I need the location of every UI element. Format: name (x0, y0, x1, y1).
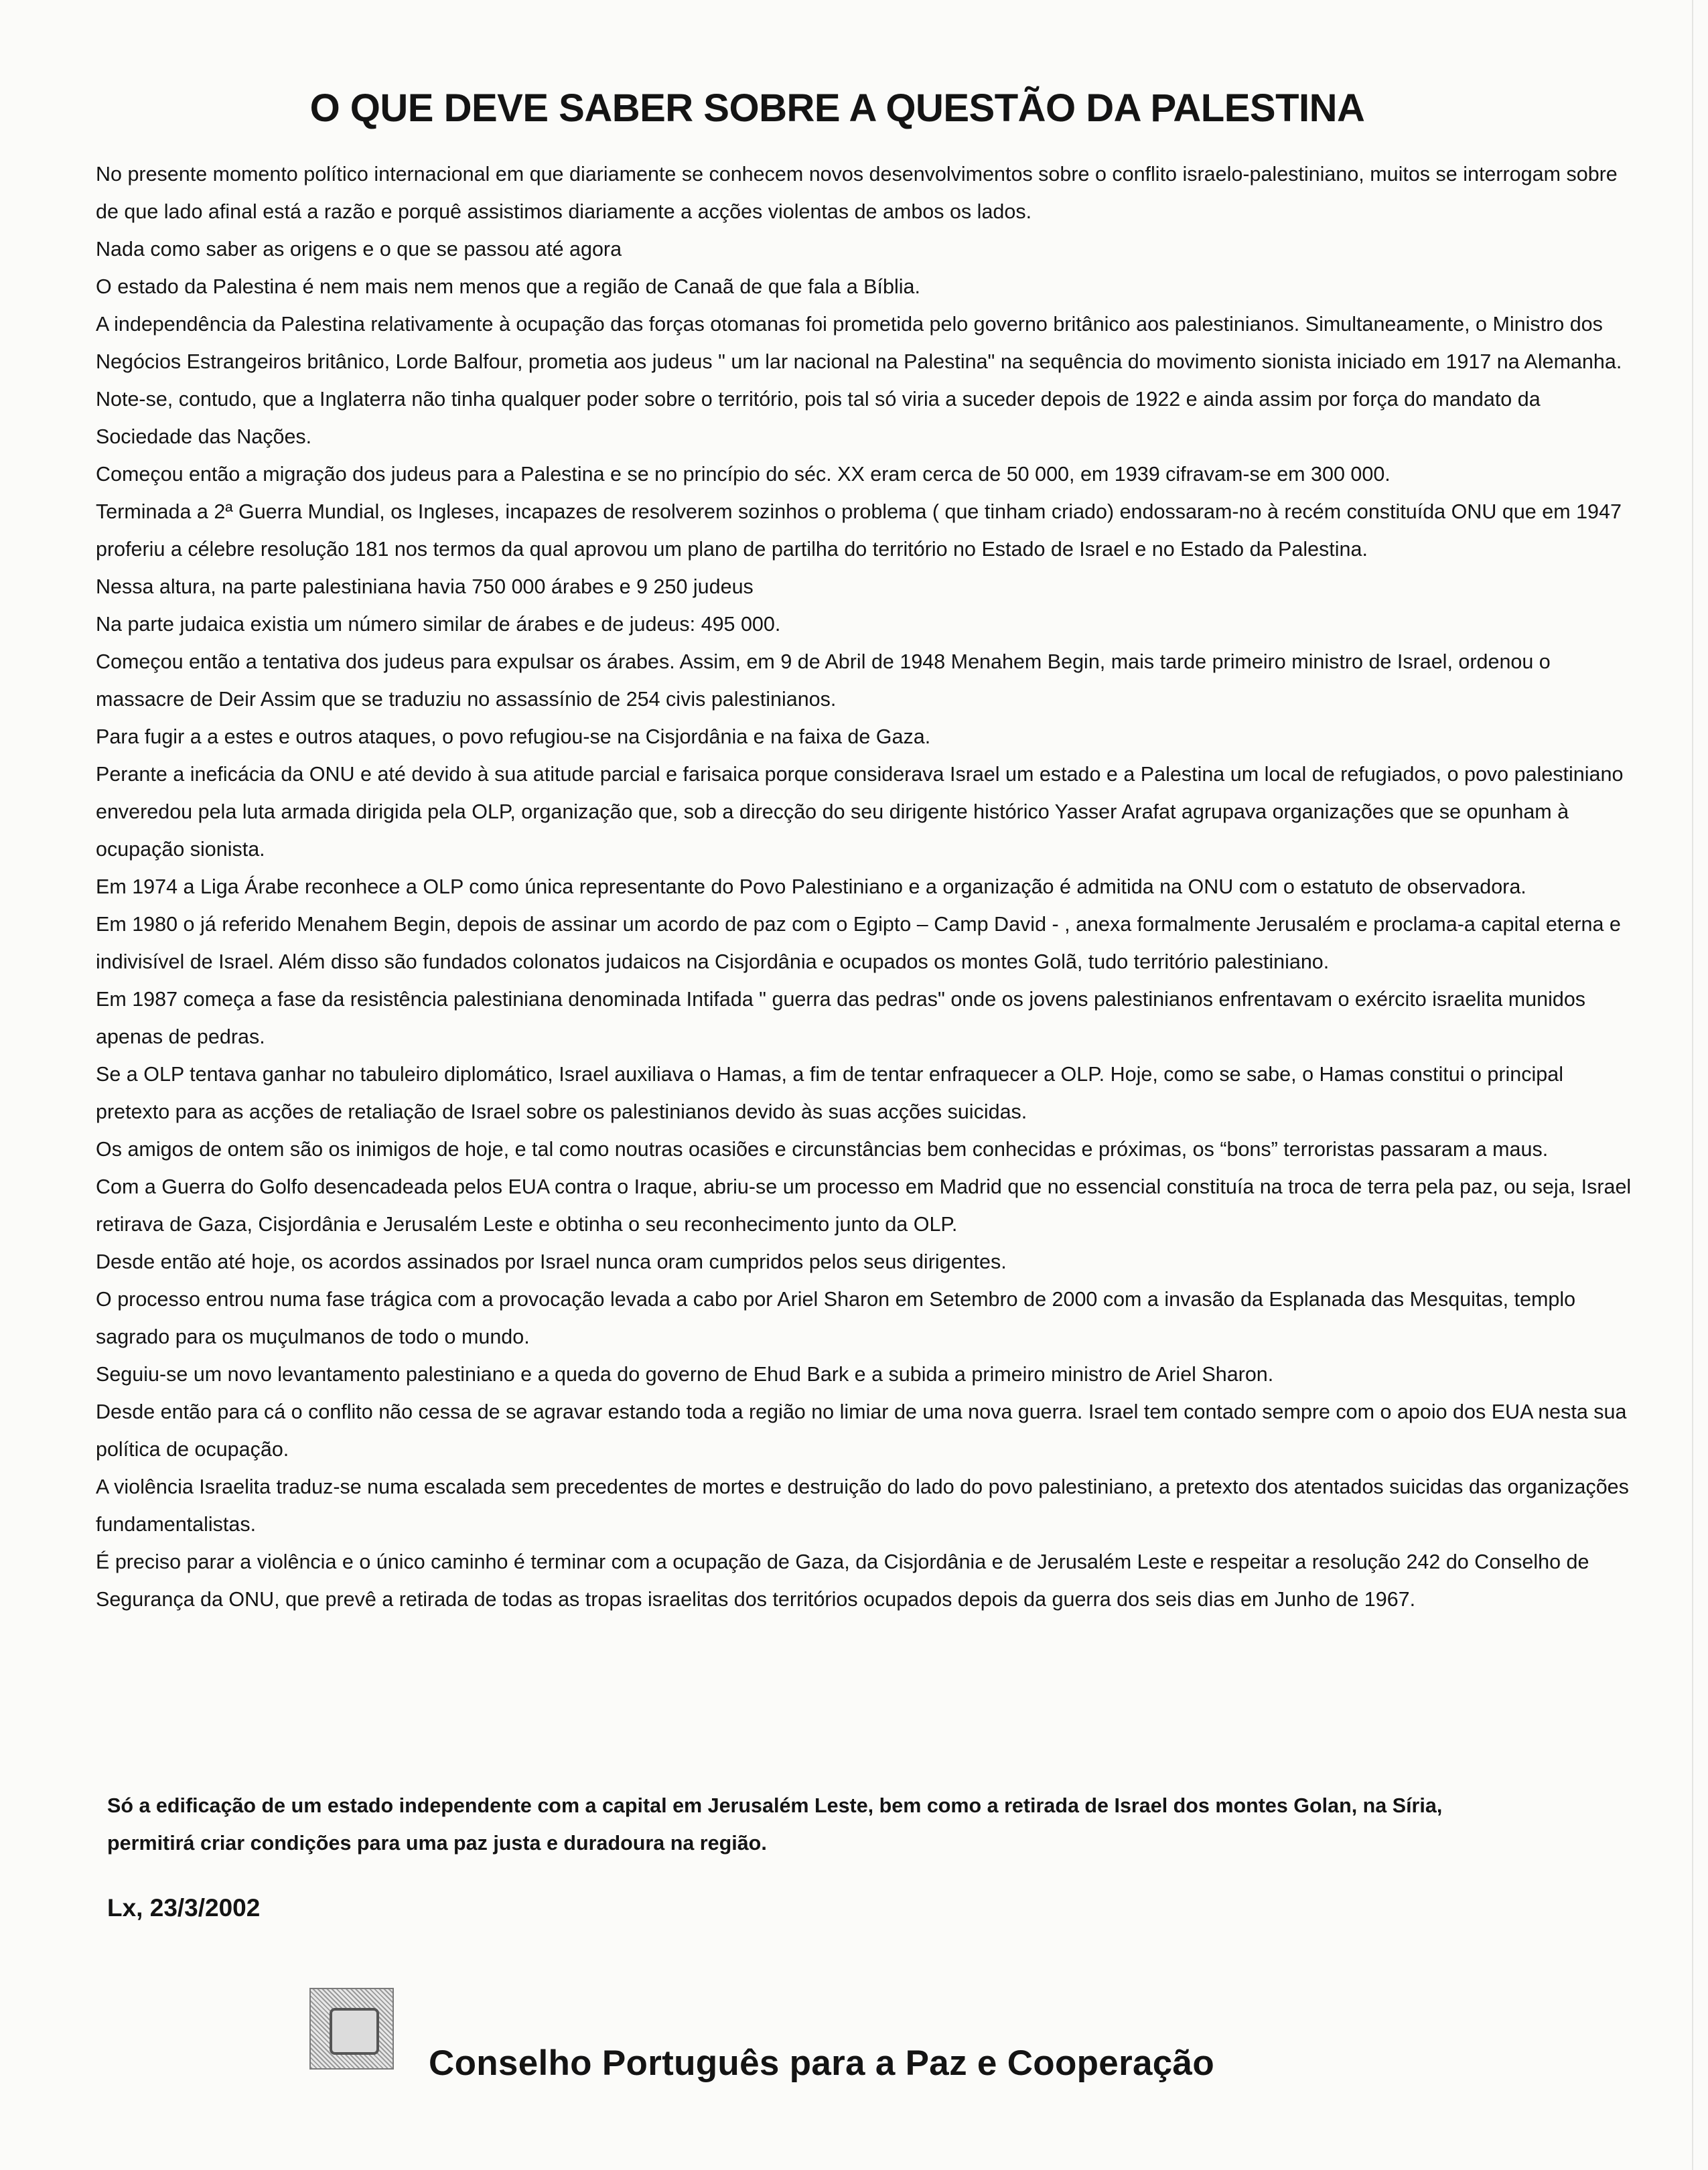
organization-name: Conselho Português para a Paz e Cooperação (429, 2043, 1215, 2083)
document-body (96, 155, 1636, 1618)
paragraph: Seguiu-se um novo levantamento palestiniano e a queda do governo de Ehud Bark e a subida a primeiro ministro de Ariel Sharon. (96, 1363, 1274, 1386)
paragraph: Em 1987 começa a fase da resistência palestiniana denominada Intifada " guerra das pedras" onde os jovens palestinianos enfrentavam o exército israelita munidos apenas de pedras. (96, 988, 1586, 1048)
paragraph: Na parte judaica existia um número similar de árabes e de judeus: 495 000. (96, 613, 781, 636)
page-edge-divider (1692, 0, 1693, 2170)
paragraph: Os amigos de ontem são os inimigos de hoje, e tal como noutras ocasiões e circunstâncias bem conhecidas e próximas, os “bons” terroristas passaram a maus. (96, 1138, 1549, 1161)
logo-mark (330, 2008, 379, 2055)
paragraph: Terminada a 2ª Guerra Mundial, os Ingleses, incapazes de resolverem sozinhos o problema ( que tinham criado) endossaram-no à recém constituída ONU que em 1947 proferiu a célebre resolução 181 nos termos da qual aprovou um plano de partilha do território no Estado de Israel e no Estado da Palestina. (96, 500, 1622, 561)
paragraph: Em 1980 o já referido Menahem Begin, depois de assinar um acordo de paz com o Egipto – Camp David - , anexa formalmente Jerusalém e proclama-a capital eterna e indivisível de Israel. Além disso são fundados colonatos judaicos na Cisjordânia e ocupados os montes Golã, tudo território palestiniano. (96, 913, 1621, 973)
paragraph: Se a OLP tentava ganhar no tabuleiro diplomático, Israel auxiliava o Hamas, a fim de tentar enfraquecer a OLP. Hoje, como se sabe, o Hamas constitui o principal pretexto para as acções de retaliação de Israel sobre os palestinianos devido às suas acções suicidas. (96, 1063, 1563, 1123)
paragraph: Note-se, contudo, que a Inglaterra não tinha qualquer poder sobre o território, pois tal só viria a suceder depois de 1922 e ainda assim por força do mandato da Sociedade das Nações. (96, 388, 1541, 448)
paragraph: É preciso parar a violência e o único caminho é terminar com a ocupação de Gaza, da Cisjordânia e de Jerusalém Leste e respeitar a resolução 242 do Conselho de Segurança da ONU, que prevê a retirada de todas as tropas israelitas dos territórios ocupados depois da guerra dos seis dias em Junho de 1967. (96, 1550, 1589, 1611)
paragraph: Com a Guerra do Golfo desencadeada pelos EUA contra o Iraque, abriu-se um processo em Madrid que no essencial constituía na troca de terra pela paz, ou seja, Israel retirava de Gaza, Cisjordânia e Jerusalém Leste e obtinha o seu reconhecimento junto da OLP. (96, 1175, 1632, 1236)
paragraph: A violência Israelita traduz-se numa escalada sem precedentes de mortes e destruição do lado do povo palestiniano, a pretexto dos atentados suicidas das organizações fundamentalistas. (96, 1475, 1629, 1536)
document-title: O QUE DEVE SABER SOBRE A QUESTÃO DA PALESTINA (309, 86, 1365, 130)
paragraph: Em 1974 a Liga Árabe reconhece a OLP como única representante do Povo Palestiniano e a organização é admitida na ONU com o estatuto de observadora. (96, 875, 1526, 898)
paragraph: O processo entrou numa fase trágica com a provocação levada a cabo por Ariel Sharon em Setembro de 2000 com a invasão da Esplanada das Mesquitas, templo sagrado para os muçulmanos de todo o mundo. (96, 1288, 1576, 1348)
paragraph: Começou então a migração dos judeus para a Palestina e se no princípio do séc. XX eram cerca de 50 000, em 1939 cifravam-se em 300 000. (96, 463, 1391, 486)
paragraph: Perante a ineficácia da ONU e até devido à sua atitude parcial e farisaica porque considerava Israel um estado e a Palestina um local de refugiados, o povo palestiniano enveredou pela luta armada dirigida pela OLP, organização que, sob a direcção do seu dirigente histórico Yasser Arafat agrupava organizações que se opunham à ocupação sionista. (96, 763, 1624, 861)
organization-logo-icon (309, 1988, 394, 2070)
paragraph: Nada como saber as origens e o que se passou até agora (96, 238, 622, 261)
paragraph: Desde então para cá o conflito não cessa de se agravar estando toda a região no limiar de uma nova guerra. Israel tem contado sempre com o apoio dos EUA nesta sua política de ocupação. (96, 1400, 1627, 1461)
paragraph: No presente momento político internacional em que diariamente se conhecem novos desenvolvimentos sobre o conflito israelo-palestiniano, muitos se interrogam sobre de que lado afinal está a razão e porquê assistimos diariamente a acções violentas de ambos os lados. (96, 163, 1618, 223)
paragraph: Para fugir a a estes e outros ataques, o povo refugiou-se na Cisjordânia e na faixa de Gaza. (96, 725, 931, 748)
paragraph: Nessa altura, na parte palestiniana havia 750 000 árabes e 9 250 judeus (96, 575, 754, 598)
document-date: Lx, 23/3/2002 (107, 1894, 261, 1922)
paragraph: A independência da Palestina relativamente à ocupação das forças otomanas foi prometida pelo governo britânico aos palestinianos. Simultaneamente, o Ministro dos Negócios Estrangeiros britânico, Lorde Balfour, prometia aos judeus " um lar nacional na Palestina" na sequência do movimento sionista iniciado em 1917 na Alemanha. (96, 313, 1622, 373)
paragraph: Começou então a tentativa dos judeus para expulsar os árabes. Assim, em 9 de Abril de 1948 Menahem Begin, mais tarde primeiro ministro de Israel, ordenou o massacre de Deir Assim que se traduziu no assassínio de 254 civis palestinianos. (96, 650, 1551, 711)
closing-line: permitirá criar condições para uma paz justa e duradoura na região. (107, 1832, 767, 1855)
paragraph: Desde então até hoje, os acordos assinados por Israel nunca oram cumpridos pelos seus dirigentes. (96, 1250, 1007, 1273)
closing-line: Só a edificação de um estado independente com a capital em Jerusalém Leste, bem como a retirada de Israel dos montes Golan, na Síria, (107, 1794, 1443, 1817)
closing-statement (107, 1787, 1614, 1862)
paragraph: O estado da Palestina é nem mais nem menos que a região de Canaã de que fala a Bíblia. (96, 275, 920, 298)
